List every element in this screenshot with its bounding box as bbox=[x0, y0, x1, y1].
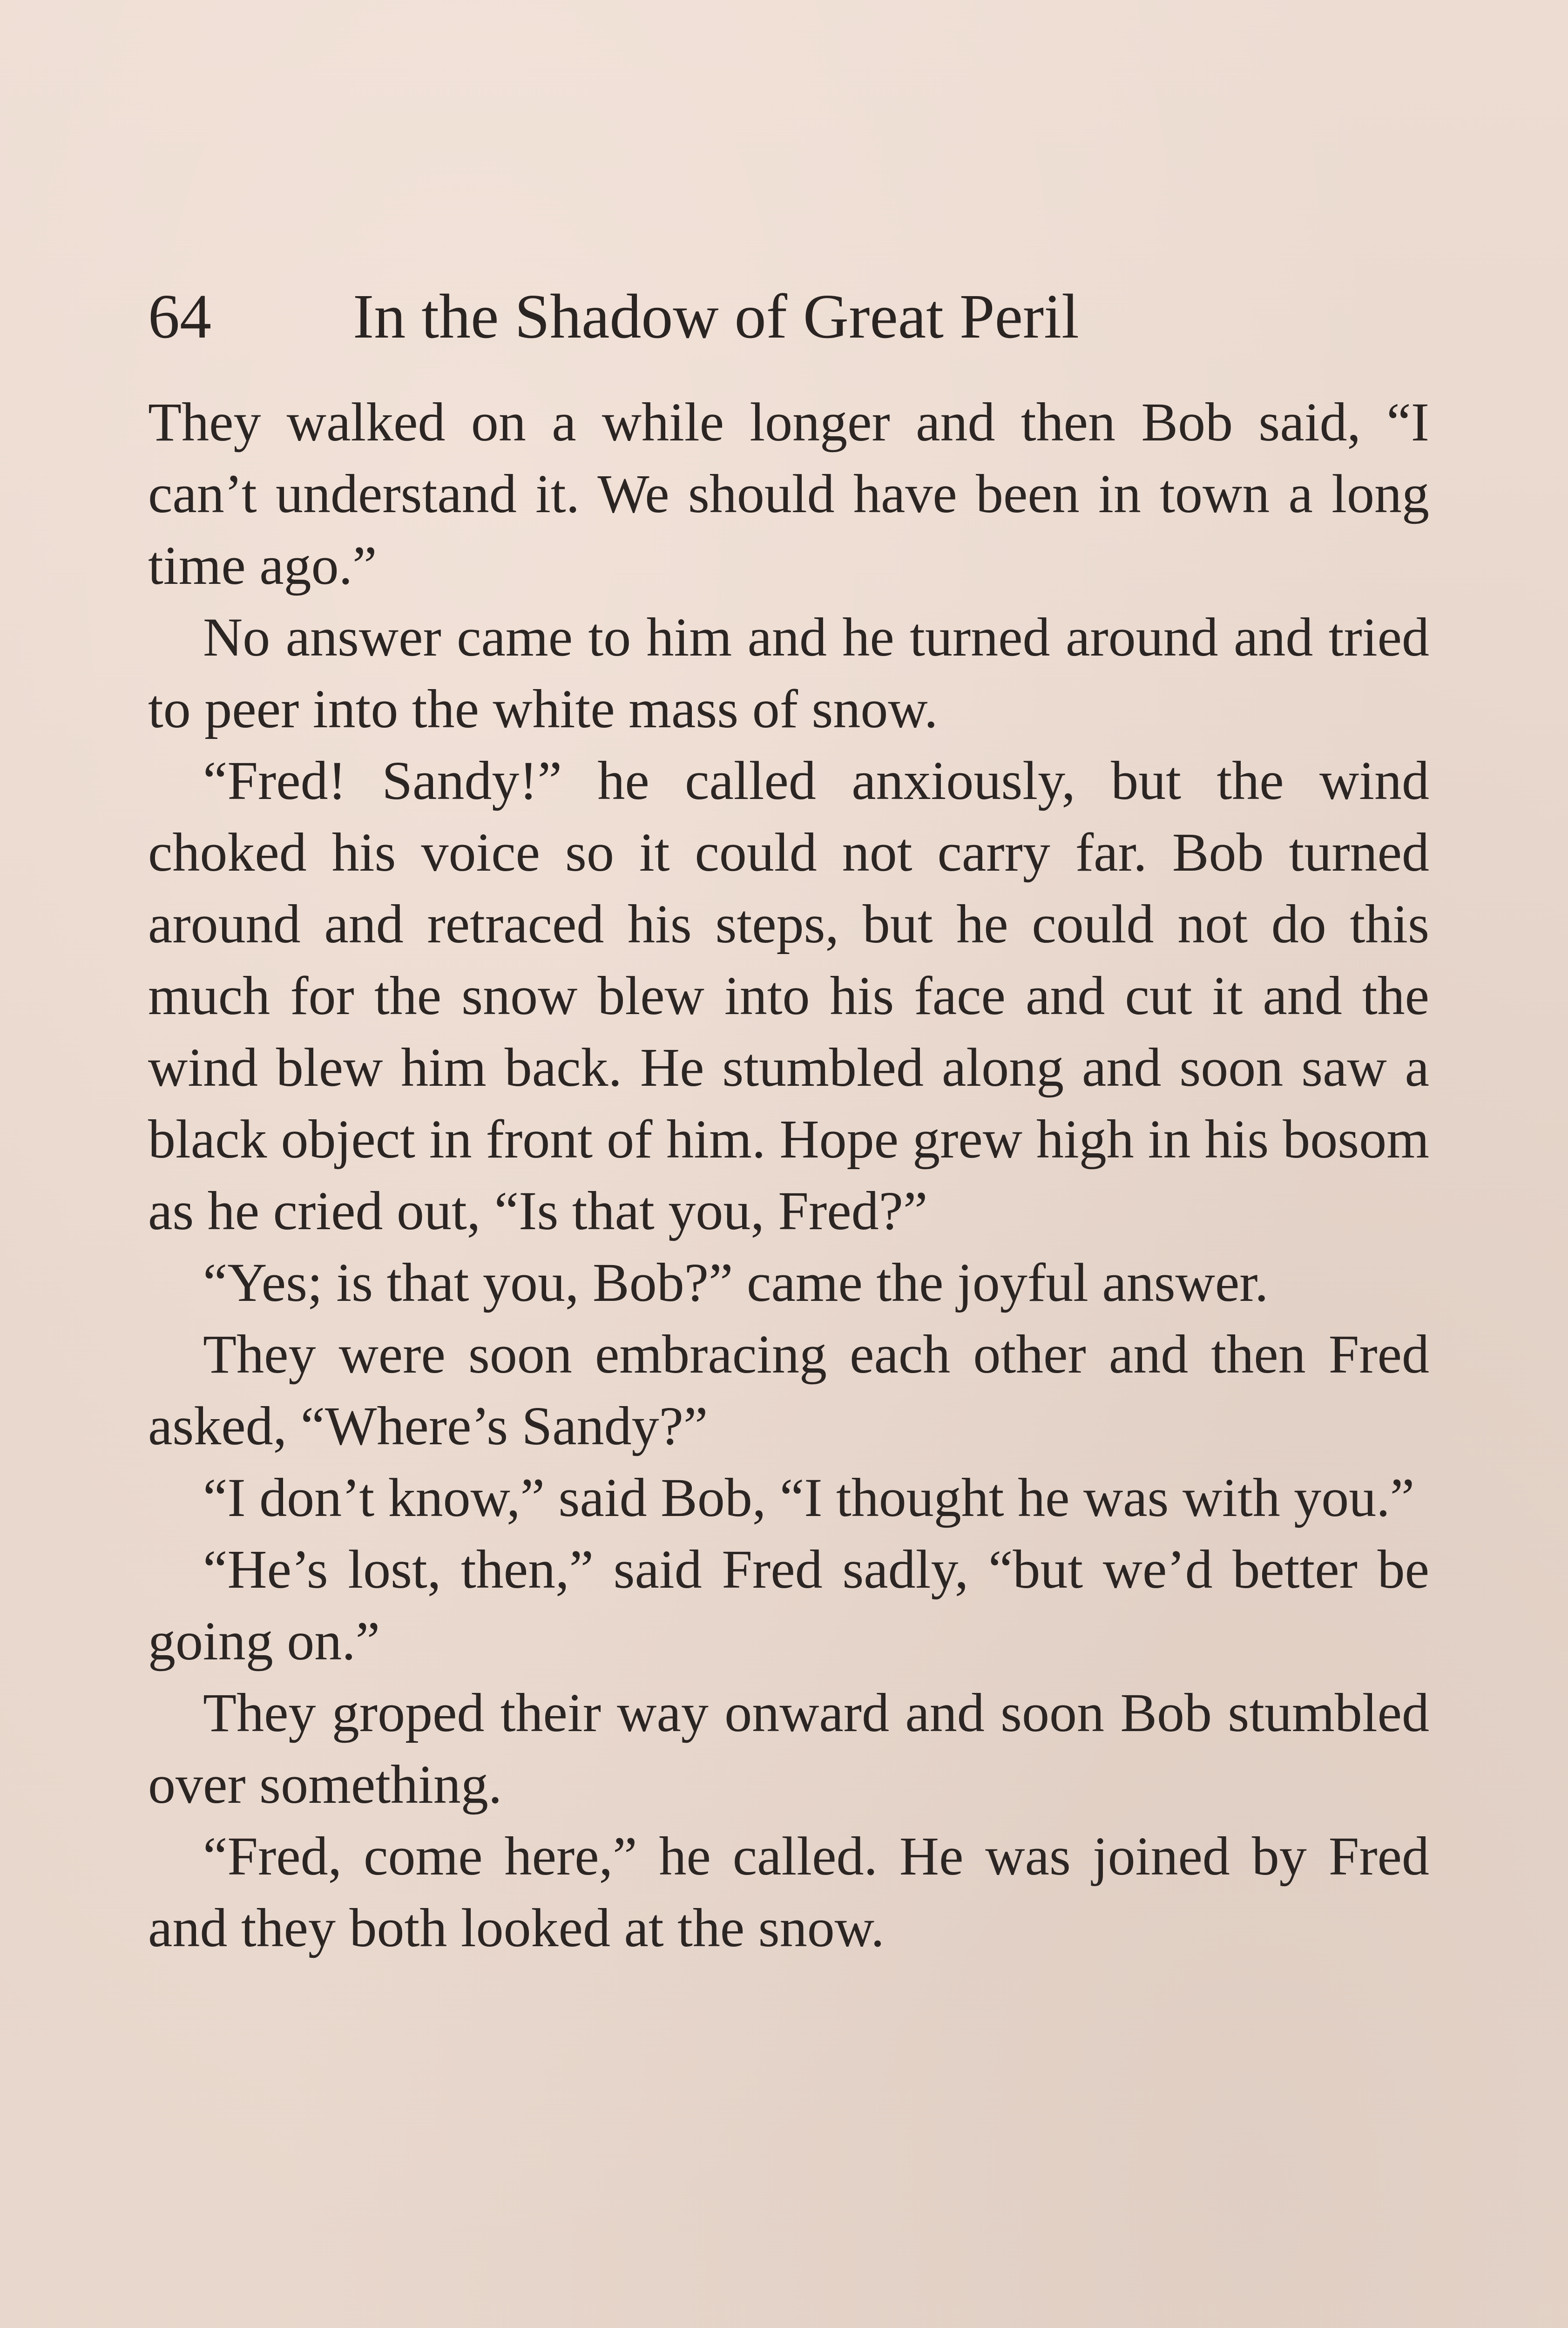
paragraph: They walked on a while longer and then Bob said, “I can’t understand it. We should have been in town a long time ago.” bbox=[148, 392, 1429, 596]
paragraph: “Fred! Sandy!” he called anxiously, but the wind choked his voice so it could not carry far. Bob turned around and retraced his steps, but he could not do this much for the snow blew into his face and cut it and the wind blew him back. He stumbled along and soon saw a black object in front of him. Hope grew high in his bosom as he cried out, “Is that you, Fred?” bbox=[148, 750, 1429, 1241]
page-number: 64 bbox=[148, 282, 211, 352]
header-title: In the Shadow of Great Peril bbox=[353, 282, 1079, 352]
paragraph: They were soon embracing each other and then Fred asked, “Where’s Sandy?” bbox=[148, 1324, 1429, 1456]
paragraph: “Yes; is that you, Bob?” came the joyful answer. bbox=[203, 1252, 1269, 1313]
paragraph: They groped their way onward and soon Bob stumbled over something. bbox=[148, 1682, 1429, 1815]
paragraph: “Fred, come here,” he called. He was joined by Fred and they both looked at the snow. bbox=[148, 1826, 1429, 1958]
paragraph: “I don’t know,” said Bob, “I thought he was with you.” bbox=[203, 1467, 1415, 1528]
paragraph: “He’s lost, then,” said Fred sadly, “but we’d better be going on.” bbox=[148, 1539, 1429, 1672]
running-head bbox=[148, 275, 1433, 359]
body-text bbox=[148, 386, 1429, 1964]
paragraph: No answer came to him and he turned around and tried to peer into the white mass of snow. bbox=[148, 607, 1429, 739]
